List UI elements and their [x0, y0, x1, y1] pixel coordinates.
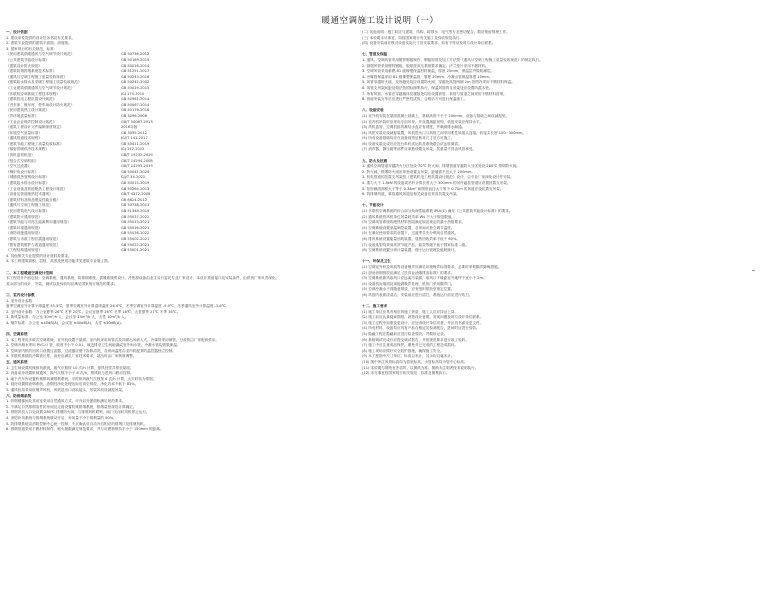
section-heading: 四、空调系统 [6, 332, 28, 337]
standard-name: 《通风与空调工程施工规范》 [6, 203, 53, 208]
text-line: 3. 空调风管采用难燃 B1 级橡塑保温材料保温，厚度 25mm，保温层外做防潮层。 [362, 69, 495, 74]
text-line: 4. 消防补风系统与排烟系统联动开启，补风量不小于排烟量的 50%。 [6, 415, 117, 420]
text-line: 3. 新风量标准：办公室 30m³/h·人，会议室 14m³/h·人，大堂 10m³/h·人。 [6, 315, 129, 320]
text-line: (8) 空调系统设置分项计量装置，便于运行管理及能耗统计。 [362, 248, 459, 253]
text-line: 1. 防烟楼梯间及其前室采用自然通风方式，可开启外窗面积满足规范要求。 [6, 399, 126, 404]
text-line: 2. 防火阀、排烟防火阀应单独设置支吊架，距墙面不宜大于 200mm。 [362, 169, 476, 174]
left-column [6, 30, 352, 433]
text-line: (7) 设备选型均采用高效节能产品，能效等级不低于国家标准二级。 [362, 242, 469, 247]
section-heading: 九、防火及抗震 [362, 158, 388, 163]
text-line: (7) 施工中应注意成品保护，避免对已完成的工程造成损坏。 [362, 343, 459, 348]
standard-name: 《民用建筑供暖通风与空气调节设计规范》 [6, 52, 75, 57]
text-line: 5. 风管穿越防火墙、变形缝处均应设置防火阀，穿越处风管两侧 2m 范围内采用不燃材料保温。 [362, 80, 515, 85]
text-line: 2. 空调冷凝水采用 PVC-U 管，坡度不小于 0.01，就近排至卫生间地漏或室外雨水管，冷凝水管均需做保温。 [6, 343, 181, 348]
standard-code: GB 50243-2016 [121, 74, 150, 79]
standard-code: GB 50411-2019 [121, 141, 150, 146]
standard-name: 《建筑给水排水设计标准》 [6, 181, 50, 186]
standard-name: 《既有建筑维护与改造通用规范》 [6, 242, 60, 247]
standard-code: GB 55001-2021 [121, 248, 150, 253]
standard-name: 《城镇供热管网设计标准》 [6, 175, 50, 180]
text-line: 夏季空调室外计算干球温度 33.5℃，夏季空调室外计算湿球温度 26.4℃，冬季空调室外计算温度 -9.9℃，冬季通风室外计算温度 -3.6℃。 [6, 304, 230, 309]
standard-code: GB 50242-2002 [121, 80, 150, 85]
standard-name: 《建筑节能与可再生能源利用通用规范》 [6, 220, 71, 225]
text-line: 7. 所有风管、水管在穿越墙体及楼板处均应设置套管，套管与管道之间采用不燃材料封堵。 [362, 91, 507, 96]
text-line: (5) 在满足使用要求的前提下，过渡季节充分利用自然通风。 [362, 231, 459, 236]
text-line: (5) 空调冷凝水不得随意排放，应有组织排放至指定位置。 [362, 287, 455, 292]
section-heading: 五、通风系统 [6, 360, 28, 365]
standard-name: 《公共建筑节能设计标准》 [6, 57, 50, 62]
text-line: 6. 排烟管道采用不燃材料制作，耐火极限满足规范要求，并与可燃物保持不小于 150mm 的距离。 [6, 427, 164, 432]
text-line: 1. 本工程采用多联式空调系统，室外机设置于屋面，室内机采用风管式及四面出风嵌入式，冷媒管采用铜管，分歧管由厂家配套供应。 [6, 337, 220, 342]
text-line: 3. 排烟风机入口处设置 280℃ 排烟防火阀，与排烟风机联锁，阀门关闭时风机停止运行。 [6, 410, 150, 415]
text-line: 6. 防排烟风道、事故通风风道及相关设备应采用抗震支吊架。 [362, 192, 461, 197]
right-notes-section [362, 30, 754, 377]
standard-name: 《风机盘管机组》 [6, 153, 35, 158]
standard-code: GB 50264-2013 [121, 186, 150, 191]
standard-name: 《工业设备及管道绝热工程设计规范》 [6, 186, 68, 191]
standard-code: GB 50738-2011 [121, 203, 150, 208]
sheet-edge-mark [752, 270, 755, 271]
text-line: (1) 施工单位应具有相应的施工资质，施工人员应持证上岗。 [362, 309, 459, 314]
standard-name: 《多联机空调系统工程技术规程》 [6, 91, 60, 96]
left-notes-section [6, 254, 352, 433]
text-line: 1. 卫生间设置机械排风系统，换气次数按 10 次/h 计算，排风经竖井排至屋面。 [6, 365, 134, 370]
standard-name: 《建筑节能工程施工质量验收标准》 [6, 141, 64, 146]
section-heading: 八、设备安装 [362, 108, 384, 113]
text-line: (4) 所有材料、设备均应具有产品合格证及检测报告，进场时应进行验收。 [362, 326, 480, 331]
text-line: 1. 室外设计参数： [6, 298, 36, 303]
text-line: 2. 排烟风管采用镀锌钢板，板厚按高压系统要求确定，法兰垫片采用不燃材料。 [362, 63, 489, 68]
text-line: 1. 通风空调管道穿越防火分区处设 70℃ 防火阀；排烟管道穿越防火分区处设 280℃ 排烟防火阀。 [362, 164, 521, 169]
text-line: (11) 本说明与图纸有矛盾时，以图纸为准；图纸未注明者按本说明执行。 [362, 365, 479, 370]
text-line: (三) 本说明未尽事宜，均按国家现行有关施工及验收规范执行。 [362, 35, 463, 40]
text-line: (四) 设备安装前应核对设备实际尺寸及安装要求，如有不符应及时与设计单位联系。 [362, 41, 496, 46]
standard-name: 《建筑材料及制品燃烧性能分级》 [6, 197, 60, 202]
text-line: 本工程设计内容包括：空调系统、通风系统、防排烟系统、供暖系统的设计。冷热源设备由业主另行委托专业厂家设计，本设计预留接口及安装条件，由供货厂家负责深化。 [6, 276, 280, 281]
standard-code: GB 55002-2021 [121, 236, 150, 241]
text-line: 4. 冷媒管保温采用 B1 级橡塑保温管，厚度 20mm；冷凝水管保温厚度 10mm。 [362, 74, 493, 79]
text-line: (1) 空调室外机及风机等设备噪声应满足环境噪声标准要求，必要时采取隔声降噪措施。 [362, 264, 502, 269]
standard-name: 《建筑给水排水及采暖工程施工质量验收规范》 [6, 80, 82, 85]
text-line: 3. 机电管道的抗震支吊架按《建筑机电工程抗震设计规范》设计，由专业厂家深化设计并安装。 [362, 175, 514, 180]
text-line: (4) 风机安装应设减振装置，风机进出口与风管之间采用柔性软接头连接，软接头长度 150~300mm。 [362, 130, 527, 135]
text-line: (2) 通风系统的风机单位风量耗功率 Ws 不大于规范限值。 [362, 214, 456, 219]
standard-name: 《声环境质量标准》 [6, 113, 39, 118]
standard-code: JGJ 142-2012 [121, 147, 145, 152]
text-line: (2) 室内机吊装时应采用专用吊杆，并设置减振吊钩，机组安装应保持水平。 [362, 119, 484, 124]
section-heading: 三、室内设计参数 [6, 292, 35, 297]
text-line: (6) 设备安装完成后应进行单机试运转及系统联合试运转调试。 [362, 141, 462, 146]
standard-code: CJJ/T 34-2022 [121, 175, 146, 180]
standard-code: JGJ 174-2010 [121, 91, 145, 96]
text-line: 8. 管道安装完毕后应进行严密性试验，合格后方可进行保温施工。 [362, 97, 468, 102]
text-line: (3) 空调系统新风取风口应远离污染源，取风口下缘距室外地坪不宜小于 2m。 [362, 276, 487, 281]
standard-code: GB 51251-2017 [121, 69, 150, 74]
text-line: (2) 施工前应认真阅读图纸，熟悉设计意图，发现问题及时与设计单位联系。 [362, 315, 484, 320]
text-line: (6) 排风系统设置能量回收装置，显热回收效率不低于 60%。 [362, 236, 461, 241]
standard-name: 《民用建筑热工设计规范》 [6, 108, 50, 113]
standard-code: GB/T 4272-2008 [121, 192, 151, 197]
right-column [362, 30, 754, 377]
text-line: (5) 隐蔽工程在隐蔽前应进行检查验收，并做好记录。 [362, 332, 448, 337]
section-heading: 七、管道及保温 [362, 52, 388, 57]
standard-code: GB/T 14295-2019 [121, 164, 153, 169]
standard-name: 《锅炉房设计标准》 [6, 169, 39, 174]
standard-code: GB 50016-2014 [121, 63, 150, 68]
standard-name: 《汽车库、修车库、停车场设计防火规范》 [6, 102, 75, 107]
text-line: (4) 设备机房墙面及顶板做吸声处理，机房门采用隔声门。 [362, 281, 455, 286]
standard-name: 《建筑环境通用规范》 [6, 225, 42, 230]
design-basis-section [6, 30, 352, 52]
standard-code: GB 55015-2021 [121, 220, 150, 225]
section-heading: 六、防排烟系统 [6, 393, 32, 398]
text-line: (7) 消声器、静压箱等部件应单独设置支吊架，其重量不得由风管承受。 [362, 147, 477, 152]
standard-name: 《消防设施通用规范》 [6, 231, 42, 236]
standard-name: 《组合式空调机组》 [6, 158, 39, 163]
standard-name: 《建筑机电工程抗震设计规范》 [6, 97, 57, 102]
section-heading: 十二、施工要求 [362, 304, 388, 309]
text-line: 4. 重力大于 1.8kN 的设备或吊杆计算长度大于 300mm 的吊杆悬挂管道应设置抗震支吊架。 [362, 181, 511, 186]
text-line: 5. 防排烟系统由消防控制中心统一控制，火灾确认后自动开启相应的排烟口及排烟风机。 [6, 421, 148, 426]
standard-code: GB 50041-2020 [121, 169, 150, 174]
text-line: (8) 施工现场应做好安全防护措施，确保施工安全。 [362, 348, 444, 353]
standard-name: 《通风管道技术规程》 [6, 136, 42, 141]
text-line: 2. 室内设计参数：办公室夏季 26℃ 冬季 20℃；会议室夏季 26℃ 冬季 18℃；大堂夏季 27℃ 冬季 16℃。 [6, 309, 181, 314]
standard-code: GB/T 19232-2019 [121, 153, 153, 158]
text-line: (5) 所有设备基础均应在设备到货后核对尺寸后方可施工。 [362, 136, 455, 141]
text-line: (2) 厨房油烟排放应满足《饮食业油烟排放标准》的要求。 [362, 270, 455, 275]
text-line: 4. 厨房设置排油烟系统，油烟经净化处理达标后高空排放，净化效率不低于 85%。 [6, 382, 139, 387]
text-line: (4) 空调系统设置室温调控装置，各房间可独立调节温度。 [362, 225, 455, 230]
standard-name: 《建筑与市政工程抗震通用规范》 [6, 236, 60, 241]
text-line: 4. 多联机系统的冷媒管长度、高差应满足厂家技术要求，超出时由厂家核算调整。 [6, 354, 137, 359]
standard-code: GB 3095-2012 [121, 130, 147, 135]
text-line: 1. 通风、空调风管采用镀锌钢板制作，钢板厚度及加工方法按《通风与空调工程施工质量验收规范》的规定执行。 [362, 57, 543, 62]
standard-code: GB 50189-2015 [121, 57, 150, 62]
text-line: 5. 矩形截面面积大于等于 0.38m² 和圆形直径大于等于 0.70m 的风道应设抗震支吊架。 [362, 186, 504, 191]
standard-name: 《建筑设计防火规范》 [6, 63, 42, 68]
standard-code: GB 50981-2014 [121, 97, 150, 102]
text-line: 2. 建筑专业提供的建筑平面图、剖面图。 [6, 41, 72, 46]
section-heading: 一、设计依据 [6, 30, 28, 34]
standard-code: GB/T 14294-2008 [121, 158, 153, 163]
text-line: 4. 噪声标准：办公室 ≤40dB(A)，会议室 ≤40dB(A)，大堂 ≤50dB(A)。 [6, 320, 125, 325]
text-line: 5. 本工程建筑面积、层数、高度及使用功能详见建筑专业施工图。 [6, 259, 112, 264]
standard-name: 《通风与空调工程施工质量验收规范》 [6, 74, 68, 79]
text-line: (6) 风管内表面应清洁，安装前应进行清扫，系统运行前应进行吹扫。 [362, 292, 473, 297]
text-line: (3) 空调风管系统的绝热材料热阻满足规范规定的最小热阻要求。 [362, 220, 466, 225]
text-line: 2. 不满足自然排烟条件的房间及走道设置机械排烟系统，排烟量按规范计算确定。 [6, 404, 137, 409]
section-heading: 二、本工程暖通空调设计范围 [6, 270, 53, 275]
standard-code: GB 50019-2015 [121, 85, 150, 90]
section-heading: 十、节能设计 [362, 203, 384, 208]
standard-code: GB 55016-2021 [121, 225, 150, 230]
standard-code: GB 50736-2012 [121, 52, 150, 57]
standard-name: 《环境空气质量标准》 [6, 130, 42, 135]
standard-name: 《工业建筑供暖通风与空气调节设计规范》 [6, 85, 75, 90]
text-line: (9) 本工程图中尺寸单位，标高以米计，其余均以毫米计。 [362, 354, 455, 359]
standard-name: 《建筑防烟排烟系统技术标准》 [6, 69, 57, 74]
document-title: 暖通空调施工设计说明（一） [321, 16, 439, 26]
text-line: 3. 空调室内机的回风口设置过滤器，过滤器应便于拆卸清洗，各房间温度由室内机配套的温控器独立控制。 [6, 348, 176, 353]
text-line: 5. 通风机均采用低噪声风机，风机进出口设软接头，吊装风机设减振吊架。 [6, 388, 126, 392]
section-heading: 十一、环保及卫生 [362, 259, 391, 264]
standard-name: 《设备及管道绝热技术通则》 [6, 192, 53, 197]
standards-list [6, 52, 352, 253]
standard-code: GB 8624-2012 [121, 197, 147, 202]
standard-name: 《辐射供暖供冷技术规程》 [6, 147, 50, 152]
text-line: 1. 建设单位提供的设计任务书及有关要求。 [6, 35, 76, 40]
text-line: (12) 未尽事宜按国家现行相关规范、标准及图集执行。 [362, 371, 450, 376]
text-line: (3) 风机盘管、空调机组的凝结水盘应有坡度，并确保排水畅通。 [362, 125, 466, 130]
standard-code: GB 55036-2022 [121, 231, 150, 236]
standard-code: GB 50176-2016 [121, 108, 150, 113]
text-line: 6. 风管支吊架间距及做法按国标图集执行，保温风管的支吊架处应设置防腐木垫。 [362, 85, 493, 90]
standard-code: GB 50015-2019 [121, 181, 150, 186]
standard-name: 《工程结构通用规范》 [6, 248, 42, 253]
text-line: 3. 地下汽车库设置机械排风兼排烟系统，平时排风换气次数按 6 次/h 计算，火灾时转为排烟。 [6, 376, 157, 381]
standard-code: JGJ/T 141-2017 [121, 136, 148, 141]
standard-code: 2016年版 [121, 125, 138, 130]
standard-name: 《民用建筑电气设计标准》 [6, 209, 50, 213]
standard-code: GB 55022-2021 [121, 242, 150, 247]
standard-name: 《建筑工程设计文件编制深度规定》 [6, 125, 64, 130]
text-line: 2. 设备用房设置机械通风，换气次数不小于 6 次/h，排风机与进风口联动控制。 [6, 371, 134, 376]
standard-code: GB 51348-2019 [121, 209, 150, 213]
standard-code: GB 50067-2014 [121, 102, 150, 107]
standard-name: 《工业企业噪声控制设计规范》 [6, 119, 57, 124]
text-line: (二) 其他说明：施工时应与建筑、结构、给排水、电气等专业密切配合，做好预留预埋工作。 [362, 30, 510, 34]
text-line: (3) 施工过程中如需变更设计，应征得设计单位同意，并出具书面变更文件。 [362, 320, 484, 325]
standard-name: 《空气过滤器》 [6, 164, 32, 169]
standard-code: GB/T 50087-2013 [121, 119, 153, 124]
text-line: 4. 其他相关专业提供的设计资料及要求。 [6, 253, 72, 258]
text-line: (1) 室外机安装在屋面混凝土基础上，基础高度不小于 200mm，设备与基础之间设减振垫。 [362, 113, 510, 118]
text-line: (1) 多联机空调系统的综合部分负荷性能系数 IPLV(C) 满足《公共建筑节能设计标准》的要求。 [362, 209, 513, 213]
text-line: (10) 图中所注风管标高均为管底标高，水管标高均为管中心标高。 [362, 360, 468, 365]
text-line: (6) 系统调试完成后应提交调试报告，并按规范要求进行竣工验收。 [362, 337, 469, 342]
text-line: 3. 国家现行的有关规范、标准： [6, 46, 58, 51]
standard-name: 《建筑防火通用规范》 [6, 214, 42, 219]
standard-code: GB 3096-2008 [121, 113, 147, 118]
text-line: 其余部分的设计、安装、调试以及验收均应满足国家现行规范的要求。 [6, 281, 118, 286]
standard-code: GB 55037-2022 [121, 214, 150, 219]
